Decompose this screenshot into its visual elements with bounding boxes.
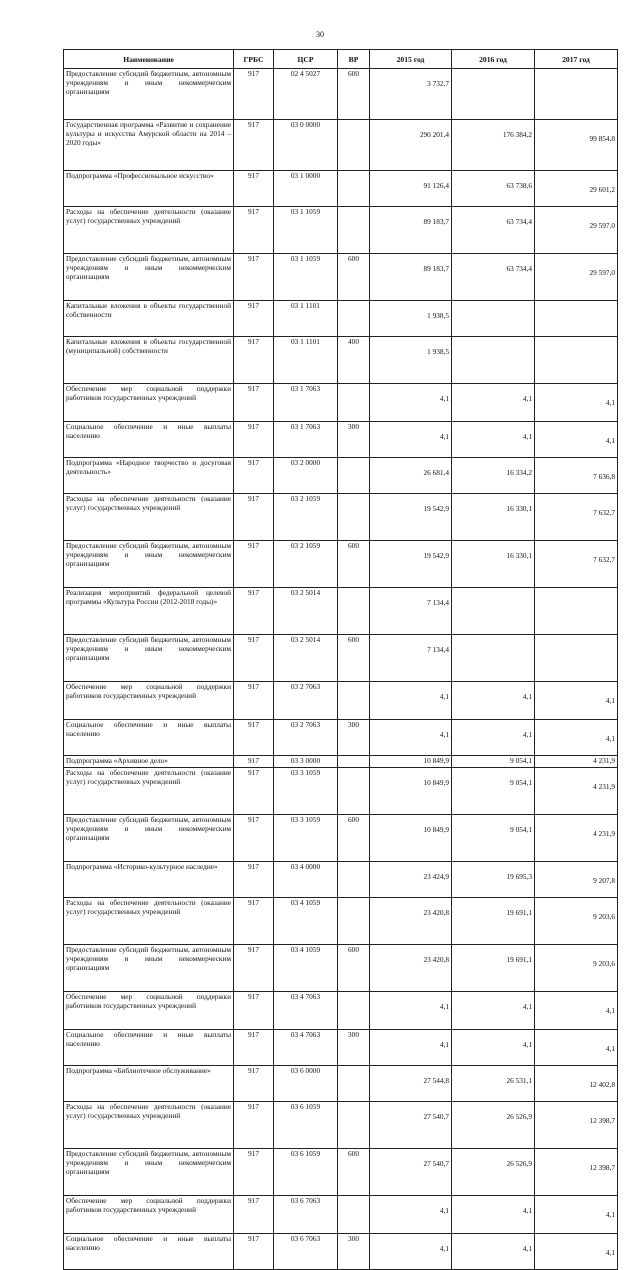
cell-grbs: 917 bbox=[234, 69, 274, 120]
cell-vr: 300 bbox=[338, 1234, 370, 1270]
table-row bbox=[64, 541, 618, 588]
cell-vr bbox=[338, 992, 370, 1030]
table-row bbox=[64, 682, 618, 720]
cell-vr bbox=[338, 1066, 370, 1102]
cell-2016: 26 526,9 bbox=[452, 1149, 535, 1196]
cell-2016: 63 738,6 bbox=[452, 171, 535, 207]
cell-name: Предоставление субсидий бюджетным, автономным учреждениям и иным некоммерческим организациям bbox=[64, 945, 234, 992]
column-header-name: Наименование bbox=[64, 50, 234, 69]
cell-vr: 300 bbox=[338, 720, 370, 756]
cell-2015: 23 420,8 bbox=[370, 898, 452, 945]
table-row bbox=[64, 1234, 618, 1270]
cell-2017: 4 231,9 bbox=[535, 768, 618, 815]
cell-name: Обеспечение мер социальной поддержки работников государственных учреждений bbox=[64, 682, 234, 720]
cell-csr: 03 2 5014 bbox=[274, 635, 338, 682]
cell-2015: 10 849,9 bbox=[370, 756, 452, 768]
cell-2015: 27 540,7 bbox=[370, 1149, 452, 1196]
cell-csr: 03 2 5014 bbox=[274, 588, 338, 635]
cell-vr: 600 bbox=[338, 635, 370, 682]
cell-2017: 7 632,7 bbox=[535, 541, 618, 588]
cell-name: Предоставление субсидий бюджетным, автономным учреждениям и иным некоммерческим организациям bbox=[64, 254, 234, 301]
cell-2017: 4,1 bbox=[535, 992, 618, 1030]
cell-vr bbox=[338, 1196, 370, 1234]
table-row bbox=[64, 1196, 618, 1234]
cell-name: Предоставление субсидий бюджетным, автономным учреждениям и иным некоммерческим организациям bbox=[64, 635, 234, 682]
cell-vr bbox=[338, 458, 370, 494]
cell-2015: 89 183,7 bbox=[370, 254, 452, 301]
cell-csr: 03 2 1059 bbox=[274, 541, 338, 588]
cell-vr bbox=[338, 682, 370, 720]
cell-csr: 03 4 1059 bbox=[274, 945, 338, 992]
cell-csr: 03 6 1059 bbox=[274, 1102, 338, 1149]
cell-name: Расходы на обеспечение деятельности (оказание услуг) государственных учреждений bbox=[64, 1102, 234, 1149]
cell-2016: 4,1 bbox=[452, 1196, 535, 1234]
cell-grbs: 917 bbox=[234, 1234, 274, 1270]
cell-2016: 63 734,4 bbox=[452, 254, 535, 301]
cell-csr: 03 6 7063 bbox=[274, 1234, 338, 1270]
cell-2016: 176 384,2 bbox=[452, 120, 535, 171]
cell-name: Обеспечение мер социальной поддержки работников государственных учреждений bbox=[64, 992, 234, 1030]
cell-2016: 9 054,1 bbox=[452, 768, 535, 815]
cell-2017: 12 398,7 bbox=[535, 1149, 618, 1196]
table-row bbox=[64, 815, 618, 862]
cell-2017: 12 398,7 bbox=[535, 1102, 618, 1149]
cell-2017 bbox=[535, 588, 618, 635]
cell-name: Подпрограмма «Народное творчество и досуговая деятельность» bbox=[64, 458, 234, 494]
cell-grbs: 917 bbox=[234, 301, 274, 337]
cell-name: Подпрограмма «Архивное дело» bbox=[64, 756, 234, 768]
cell-2017 bbox=[535, 635, 618, 682]
cell-name: Предоставление субсидий бюджетным, автономным учреждениям и иным некоммерческим организациям bbox=[64, 69, 234, 120]
cell-grbs: 917 bbox=[234, 337, 274, 384]
cell-name: Подпрограмма «Профессиональное искусство» bbox=[64, 171, 234, 207]
cell-2015: 27 544,8 bbox=[370, 1066, 452, 1102]
cell-csr: 03 3 0000 bbox=[274, 756, 338, 768]
cell-2015: 19 542,9 bbox=[370, 494, 452, 541]
cell-2016: 19 691,1 bbox=[452, 945, 535, 992]
cell-2016: 4,1 bbox=[452, 682, 535, 720]
cell-name: Расходы на обеспечение деятельности (оказание услуг) государственных учреждений bbox=[64, 207, 234, 254]
cell-grbs: 917 bbox=[234, 494, 274, 541]
table-row bbox=[64, 207, 618, 254]
cell-2015: 1 938,5 bbox=[370, 301, 452, 337]
cell-2015: 7 134,4 bbox=[370, 588, 452, 635]
cell-vr: 300 bbox=[338, 1030, 370, 1066]
cell-2017: 4 231,9 bbox=[535, 815, 618, 862]
cell-vr: 300 bbox=[338, 422, 370, 458]
cell-2017: 29 601,2 bbox=[535, 171, 618, 207]
column-header-grbs: ГРБС bbox=[234, 50, 274, 69]
cell-csr: 03 1 1101 bbox=[274, 301, 338, 337]
cell-2015: 10 849,9 bbox=[370, 815, 452, 862]
table-row bbox=[64, 458, 618, 494]
cell-csr: 03 1 7063 bbox=[274, 384, 338, 422]
cell-name: Капитальные вложения в объекты государственной (муниципальной) собственности bbox=[64, 337, 234, 384]
cell-2016: 4,1 bbox=[452, 1234, 535, 1270]
cell-2017: 4 231,9 bbox=[535, 756, 618, 768]
cell-vr bbox=[338, 588, 370, 635]
cell-vr: 600 bbox=[338, 945, 370, 992]
table-row bbox=[64, 1149, 618, 1196]
cell-2016: 4,1 bbox=[452, 422, 535, 458]
table-row bbox=[64, 384, 618, 422]
cell-grbs: 917 bbox=[234, 207, 274, 254]
table-row bbox=[64, 720, 618, 756]
cell-2016: 4,1 bbox=[452, 384, 535, 422]
cell-2015: 23 420,8 bbox=[370, 945, 452, 992]
cell-name: Расходы на обеспечение деятельности (оказание услуг) государственных учреждений bbox=[64, 768, 234, 815]
cell-name: Капитальные вложения в объекты государственной собственности bbox=[64, 301, 234, 337]
cell-name: Социальное обеспечение и иные выплаты населению bbox=[64, 422, 234, 458]
cell-grbs: 917 bbox=[234, 254, 274, 301]
cell-2015: 290 201,4 bbox=[370, 120, 452, 171]
cell-name: Предоставление субсидий бюджетным, автономным учреждениям и иным некоммерческим организациям bbox=[64, 541, 234, 588]
cell-vr: 600 bbox=[338, 541, 370, 588]
cell-name: Социальное обеспечение и иные выплаты населению bbox=[64, 1234, 234, 1270]
cell-2016: 16 330,1 bbox=[452, 541, 535, 588]
cell-csr: 03 0 0000 bbox=[274, 120, 338, 171]
cell-vr bbox=[338, 494, 370, 541]
cell-csr: 03 3 1059 bbox=[274, 815, 338, 862]
cell-grbs: 917 bbox=[234, 768, 274, 815]
cell-2017: 29 597,0 bbox=[535, 254, 618, 301]
cell-2016 bbox=[452, 635, 535, 682]
column-header-csr: ЦСР bbox=[274, 50, 338, 69]
cell-vr: 600 bbox=[338, 69, 370, 120]
cell-2017: 7 636,8 bbox=[535, 458, 618, 494]
cell-csr: 03 2 0000 bbox=[274, 458, 338, 494]
cell-vr bbox=[338, 207, 370, 254]
cell-2017: 4,1 bbox=[535, 1030, 618, 1066]
table-row bbox=[64, 69, 618, 120]
cell-vr bbox=[338, 756, 370, 768]
cell-2016 bbox=[452, 301, 535, 337]
cell-csr: 03 6 1059 bbox=[274, 1149, 338, 1196]
table-body bbox=[64, 69, 618, 1270]
cell-2016: 16 330,1 bbox=[452, 494, 535, 541]
cell-2015: 4,1 bbox=[370, 422, 452, 458]
cell-grbs: 917 bbox=[234, 682, 274, 720]
cell-grbs: 917 bbox=[234, 945, 274, 992]
cell-2015: 4,1 bbox=[370, 1196, 452, 1234]
cell-vr bbox=[338, 1102, 370, 1149]
cell-2015: 7 134,4 bbox=[370, 635, 452, 682]
cell-grbs: 917 bbox=[234, 756, 274, 768]
cell-grbs: 917 bbox=[234, 458, 274, 494]
cell-2017: 9 207,8 bbox=[535, 862, 618, 898]
cell-vr: 600 bbox=[338, 1149, 370, 1196]
cell-2017: 4,1 bbox=[535, 682, 618, 720]
column-header-2017: 2017 год bbox=[535, 50, 618, 69]
cell-grbs: 917 bbox=[234, 1066, 274, 1102]
table-row bbox=[64, 1030, 618, 1066]
cell-csr: 02 4 5027 bbox=[274, 69, 338, 120]
cell-name: Социальное обеспечение и иные выплаты населению bbox=[64, 1030, 234, 1066]
cell-2016: 26 526,9 bbox=[452, 1102, 535, 1149]
cell-2017 bbox=[535, 69, 618, 120]
cell-csr: 03 6 7063 bbox=[274, 1196, 338, 1234]
cell-grbs: 917 bbox=[234, 992, 274, 1030]
cell-2016 bbox=[452, 337, 535, 384]
cell-2015: 91 126,4 bbox=[370, 171, 452, 207]
cell-grbs: 917 bbox=[234, 635, 274, 682]
cell-vr bbox=[338, 120, 370, 171]
cell-2017: 7 632,7 bbox=[535, 494, 618, 541]
cell-name: Предоставление субсидий бюджетным, автономным учреждениям и иным некоммерческим организациям bbox=[64, 815, 234, 862]
cell-2015: 4,1 bbox=[370, 992, 452, 1030]
cell-2016: 19 695,3 bbox=[452, 862, 535, 898]
cell-2015: 4,1 bbox=[370, 1030, 452, 1066]
cell-name: Расходы на обеспечение деятельности (оказание услуг) государственных учреждений bbox=[64, 494, 234, 541]
cell-vr bbox=[338, 384, 370, 422]
cell-csr: 03 3 1059 bbox=[274, 768, 338, 815]
table-row bbox=[64, 254, 618, 301]
cell-csr: 03 1 1059 bbox=[274, 254, 338, 301]
cell-grbs: 917 bbox=[234, 120, 274, 171]
cell-2016: 26 531,1 bbox=[452, 1066, 535, 1102]
cell-2016: 19 691,1 bbox=[452, 898, 535, 945]
cell-2015: 27 540,7 bbox=[370, 1102, 452, 1149]
cell-grbs: 917 bbox=[234, 720, 274, 756]
cell-2017: 4,1 bbox=[535, 1196, 618, 1234]
table-row bbox=[64, 945, 618, 992]
column-header-2016: 2016 год bbox=[452, 50, 535, 69]
cell-2016: 9 054,1 bbox=[452, 756, 535, 768]
table-row bbox=[64, 301, 618, 337]
table-row bbox=[64, 422, 618, 458]
table-row bbox=[64, 1066, 618, 1102]
cell-vr: 400 bbox=[338, 337, 370, 384]
cell-2015: 89 183,7 bbox=[370, 207, 452, 254]
cell-2016: 9 054,1 bbox=[452, 815, 535, 862]
table-row bbox=[64, 992, 618, 1030]
cell-2017: 29 597,0 bbox=[535, 207, 618, 254]
cell-grbs: 917 bbox=[234, 898, 274, 945]
cell-grbs: 917 bbox=[234, 1196, 274, 1234]
cell-2015: 10 849,9 bbox=[370, 768, 452, 815]
table-row bbox=[64, 1102, 618, 1149]
cell-csr: 03 1 1101 bbox=[274, 337, 338, 384]
cell-csr: 03 4 1059 bbox=[274, 898, 338, 945]
cell-2015: 3 732,7 bbox=[370, 69, 452, 120]
cell-vr bbox=[338, 862, 370, 898]
cell-grbs: 917 bbox=[234, 541, 274, 588]
cell-grbs: 917 bbox=[234, 1102, 274, 1149]
cell-csr: 03 1 0000 bbox=[274, 171, 338, 207]
cell-name: Обеспечение мер социальной поддержки работников государственных учреждений bbox=[64, 1196, 234, 1234]
cell-2017: 4,1 bbox=[535, 384, 618, 422]
cell-2016: 63 734,4 bbox=[452, 207, 535, 254]
cell-name: Реализация мероприятий федеральной целевой программы «Культура России (2012-2018 годы)» bbox=[64, 588, 234, 635]
cell-2017: 9 203,6 bbox=[535, 898, 618, 945]
table-row bbox=[64, 171, 618, 207]
cell-2015: 4,1 bbox=[370, 682, 452, 720]
table-header-row bbox=[64, 50, 618, 69]
cell-csr: 03 1 7063 bbox=[274, 422, 338, 458]
cell-2017: 12 402,8 bbox=[535, 1066, 618, 1102]
cell-2017: 4,1 bbox=[535, 422, 618, 458]
cell-2016: 16 334,2 bbox=[452, 458, 535, 494]
cell-csr: 03 2 1059 bbox=[274, 494, 338, 541]
cell-grbs: 917 bbox=[234, 384, 274, 422]
table-row bbox=[64, 588, 618, 635]
cell-csr: 03 2 7063 bbox=[274, 720, 338, 756]
cell-csr: 03 4 0000 bbox=[274, 862, 338, 898]
cell-2016 bbox=[452, 69, 535, 120]
budget-table bbox=[63, 49, 618, 1270]
cell-grbs: 917 bbox=[234, 171, 274, 207]
cell-vr: 600 bbox=[338, 815, 370, 862]
cell-vr bbox=[338, 171, 370, 207]
cell-name: Социальное обеспечение и иные выплаты населению bbox=[64, 720, 234, 756]
cell-csr: 03 2 7063 bbox=[274, 682, 338, 720]
cell-name: Обеспечение мер социальной поддержки работников государственных учреждений bbox=[64, 384, 234, 422]
cell-name: Государственная программа «Развитие и сохранение культуры и искусства Амурской области на 2014 – 2020 годы» bbox=[64, 120, 234, 171]
cell-grbs: 917 bbox=[234, 862, 274, 898]
table-row bbox=[64, 862, 618, 898]
table-row bbox=[64, 756, 618, 768]
cell-vr: 600 bbox=[338, 254, 370, 301]
cell-csr: 03 4 7063 bbox=[274, 992, 338, 1030]
cell-2017: 9 203,6 bbox=[535, 945, 618, 992]
cell-2015: 23 424,9 bbox=[370, 862, 452, 898]
column-header-vr: ВР bbox=[338, 50, 370, 69]
cell-2016: 4,1 bbox=[452, 720, 535, 756]
cell-2015: 4,1 bbox=[370, 1234, 452, 1270]
cell-csr: 03 4 7063 bbox=[274, 1030, 338, 1066]
cell-vr bbox=[338, 301, 370, 337]
cell-2017: 4,1 bbox=[535, 1234, 618, 1270]
cell-name: Подпрограмма «Историко-культурное наследие» bbox=[64, 862, 234, 898]
cell-csr: 03 6 0000 bbox=[274, 1066, 338, 1102]
cell-grbs: 917 bbox=[234, 588, 274, 635]
cell-name: Подпрограмма «Библиотечное обслуживание» bbox=[64, 1066, 234, 1102]
table-row bbox=[64, 494, 618, 541]
table-row bbox=[64, 337, 618, 384]
cell-grbs: 917 bbox=[234, 1149, 274, 1196]
table-row bbox=[64, 120, 618, 171]
cell-2015: 4,1 bbox=[370, 384, 452, 422]
cell-2016: 4,1 bbox=[452, 992, 535, 1030]
cell-csr: 03 1 1059 bbox=[274, 207, 338, 254]
cell-2015: 1 938,5 bbox=[370, 337, 452, 384]
cell-name: Расходы на обеспечение деятельности (оказание услуг) государственных учреждений bbox=[64, 898, 234, 945]
cell-2017 bbox=[535, 301, 618, 337]
table-row bbox=[64, 635, 618, 682]
table-row bbox=[64, 768, 618, 815]
cell-grbs: 917 bbox=[234, 1030, 274, 1066]
cell-2015: 26 681,4 bbox=[370, 458, 452, 494]
cell-vr bbox=[338, 768, 370, 815]
cell-2015: 4,1 bbox=[370, 720, 452, 756]
cell-grbs: 917 bbox=[234, 422, 274, 458]
cell-grbs: 917 bbox=[234, 815, 274, 862]
cell-2015: 19 542,9 bbox=[370, 541, 452, 588]
cell-2016 bbox=[452, 588, 535, 635]
cell-name: Предоставление субсидий бюджетным, автономным учреждениям и иным некоммерческим организациям bbox=[64, 1149, 234, 1196]
cell-2017: 4,1 bbox=[535, 720, 618, 756]
cell-2017 bbox=[535, 337, 618, 384]
column-header-2015: 2015 год bbox=[370, 50, 452, 69]
cell-2016: 4,1 bbox=[452, 1030, 535, 1066]
page-number: 30 bbox=[316, 30, 324, 39]
cell-2017: 99 854,8 bbox=[535, 120, 618, 171]
